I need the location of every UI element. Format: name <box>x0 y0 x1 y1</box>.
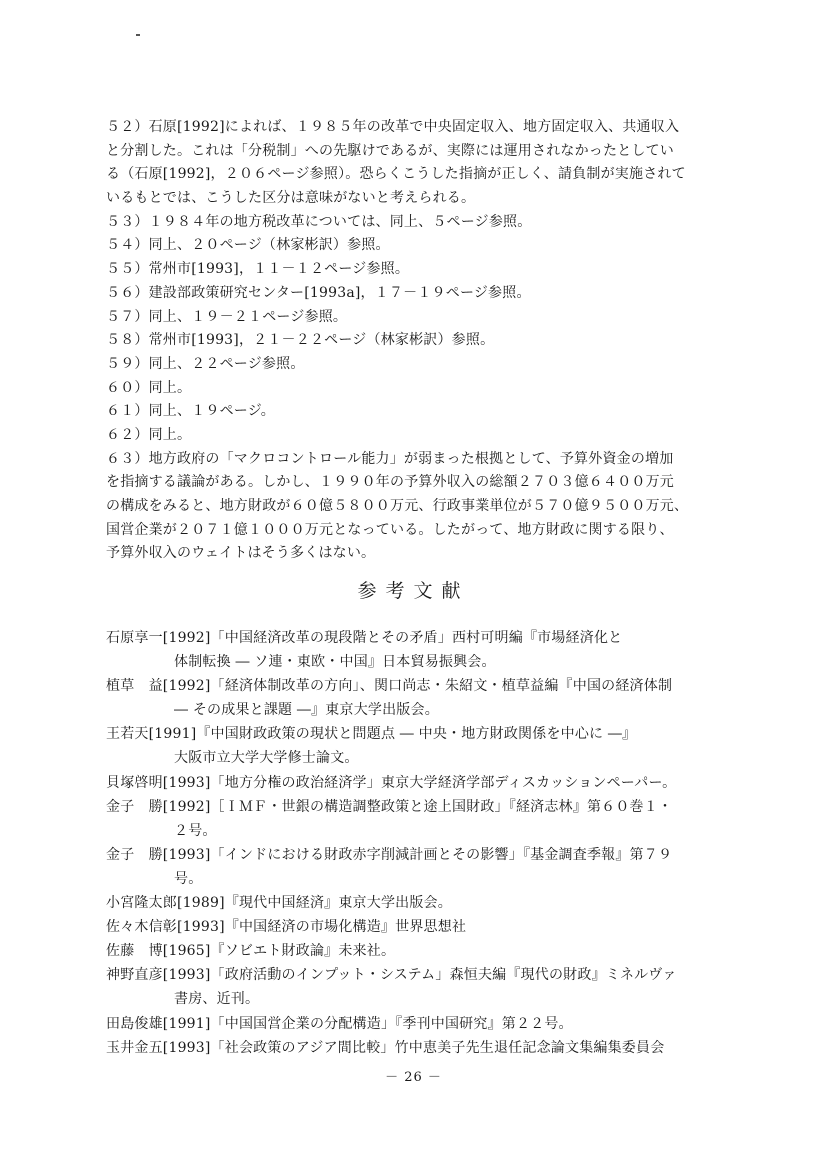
reference-line: 植草 益[1992]「経済体制改革の方向」、関口尚志・朱紹文・植草益編『中国の経済体制 <box>106 678 673 695</box>
footnote-line: ５２）石原[1992]によれば、１９８５年の改革で中央固定収入、地方固定収入、共通収入 <box>106 119 680 135</box>
reference-line: 佐藤 博[1965]『ソビエト財政論』未来社。 <box>106 943 396 960</box>
reference-line: 号。 <box>174 870 203 887</box>
scan-artifact <box>136 34 140 36</box>
reference-line: 金子 勝[1992]［ＩＭＦ・世銀の構造調整政策と途上国財政」『経済志林』第６０巻１・ <box>106 798 673 815</box>
footnote-line: の構成をみると、地方財政が６０億５８００万元、行政事業単位が５７０億９５００万元、 <box>106 498 689 514</box>
footnote-line: ５６）建設部政策研究センター[1993a]，１７－１９ページ参照。 <box>106 284 531 301</box>
reference-line: 貝塚啓明[1993]「地方分権の政治経済学」東京大学経済学部ディスカッションペーパー。 <box>106 774 677 791</box>
reference-list <box>106 626 746 1060</box>
footnote-line: いるもとでは、こうした区分は意味がないと考えられる。 <box>106 190 476 207</box>
reference-line: 大阪市立大学大学修士論文。 <box>174 750 359 767</box>
reference-line: 田島俊雄[1991]「中国国営企業の分配構造」『季刊中国研究』第２２号。 <box>106 1015 573 1032</box>
footnote-line: る（石原[1992]，２０６ページ参照）。恐らくこうした指摘が正しく、請負制が実施されて <box>106 166 686 183</box>
reference-line: 体制転換 ― ソ連・東欧・中国』日本貿易振興会。 <box>174 654 496 671</box>
footnote-line: ６３）地方政府の「マクロコントロール能力」が弱まった根拠として、予算外資金の増加 <box>106 450 674 467</box>
footnote-line: ５９）同上、２２ページ参照。 <box>106 355 305 372</box>
footnote-line: ５５）常州市[1993]，１１－１２ページ参照。 <box>106 261 410 278</box>
footnote-line: 国営企業が２０７１億１０００万元となっている。したがって、地方財政に関する限り、 <box>106 521 674 538</box>
footnote-line: ５４）同上、２０ページ（林家彬訳）参照。 <box>106 237 390 254</box>
footnote-line: を指摘する議論がある。しかし、１９９０年の予算外収入の総額２７０３億６４００万元 <box>106 474 674 491</box>
footnote-line: ５８）常州市[1993]，２１－２２ページ（林家彬訳）参照。 <box>106 332 495 349</box>
footnote-line: と分割した。これは「分税制」への先駆けであるが、実際には運用されなかったとしてい <box>106 142 674 159</box>
reference-line: 金子 勝[1993]「インドにおける財政赤字削減計画とその影響」『基金調査季報』第７９ <box>106 846 673 863</box>
reference-line: 書房、近刊。 <box>174 991 260 1008</box>
reference-line: 神野直彦[1993]「政府活動のインプット・システム」森恒夫編『現代の財政』ミネルヴァ <box>106 967 677 984</box>
footnote-line: 予算外収入のウェイトはそう多くはない。 <box>106 545 376 562</box>
footnote-line: ５７）同上、１９－２１ページ参照。 <box>106 308 348 325</box>
reference-line: 玉井金五[1993]「社会政策のアジア間比較」竹中恵美子先生退任記念論文集編集委員会 <box>106 1039 665 1056</box>
footnote-line: ６１）同上、１９ページ。 <box>106 403 275 420</box>
references-heading: 参考文献 <box>357 580 470 602</box>
footnote-line: ６０）同上。 <box>106 379 192 396</box>
reference-line: ２号。 <box>174 822 217 839</box>
reference-line: 王若天[1991]『中国財政政策の現状と問題点 ― 中央・地方財政関係を中心に ―』 <box>106 726 637 743</box>
reference-line: ― その成果と課題 ―』東京大学出版会。 <box>174 702 439 719</box>
reference-line: 佐々木信彰[1993]『中国経済の市場化構造』世界思想社 <box>106 919 467 936</box>
footnote-line: ６２）同上。 <box>106 426 192 443</box>
reference-line: 小宮隆太郎[1989]『現代中国経済』東京大学出版会。 <box>106 895 452 912</box>
reference-line: 石原享一[1992]「中国経済改革の現段階とその矛盾」西村可明編『市場経済化と <box>106 630 623 646</box>
footnote-line: ５３）１９８４年の地方税改革については、同上、５ページ参照。 <box>106 213 532 230</box>
footnotes <box>106 116 746 566</box>
page-number: － 26 － <box>385 1070 442 1085</box>
